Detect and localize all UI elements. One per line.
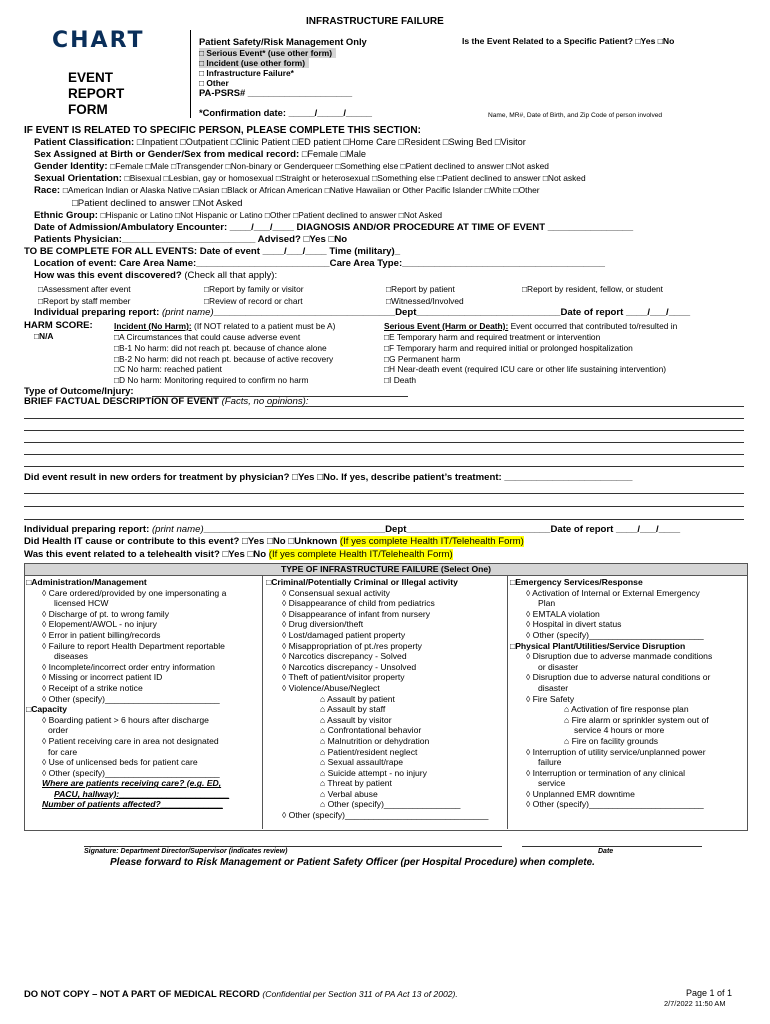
- infra-option[interactable]: ◊ Theft of patient/visitor property: [282, 672, 405, 683]
- infra-option[interactable]: ⌂ Sexual assault/rape: [320, 757, 404, 768]
- infra-option[interactable]: ⌂ Assault by patient: [320, 693, 395, 704]
- infra-option[interactable]: ◊ Violence/Abuse/Neglect: [282, 682, 380, 693]
- preparer-lines: __________________________________Dept___________________________Date of report ____/___/____: [213, 307, 691, 318]
- harm-f[interactable]: □F Temporary harm and required initial or prolonged hospitalization: [384, 342, 633, 353]
- category-serious[interactable]: □ Serious Event* (use other form): [199, 48, 336, 58]
- infra-category-option[interactable]: □Emergency Services/Response: [510, 577, 643, 587]
- related-patient-question[interactable]: Is the Event Related to a Specific Patient? □Yes □No: [462, 36, 675, 46]
- infra-option[interactable]: ⌂ Activation of fire response plan: [564, 704, 689, 715]
- health-it-question: Did Health IT cause or contribute to this event? □Yes □No □Unknown: [24, 536, 338, 547]
- race-options[interactable]: □American Indian or Alaska Native □Asian □Black or African American □Native Hawaiian or Other Pacific Islander □White □Other: [62, 185, 540, 195]
- harm-a[interactable]: □A Circumstances that could cause adverse event: [114, 332, 301, 342]
- confirmation-date-field[interactable]: *Confirmation date: _____/_____/_____: [199, 107, 373, 118]
- infra-option[interactable]: ◊ Other (specify)________________________: [526, 629, 704, 640]
- preparer-row[interactable]: [34, 307, 746, 318]
- do-not-copy: [24, 988, 458, 999]
- harm-na[interactable]: □N/A: [34, 331, 54, 341]
- sex-options[interactable]: □Female □Male: [301, 149, 367, 159]
- preparer2-row[interactable]: [24, 524, 746, 535]
- infra-option[interactable]: ⌂ Fire on facility grounds: [564, 735, 659, 746]
- infra-category-option[interactable]: □Physical Plant/Utilities/Service Disruption: [510, 640, 686, 651]
- outcome-label: Type of Outcome/Injury:: [24, 386, 134, 397]
- form-title-line: REPORT: [68, 86, 125, 101]
- infra-option[interactable]: ◊ Narcotics discrepancy - Solved: [282, 651, 407, 662]
- infra-option[interactable]: ◊ Lost/damaged patient property: [282, 629, 406, 640]
- infra-option[interactable]: ◊ Other (specify)______________________________: [282, 810, 489, 821]
- serious-head: Serious Event (Harm or Death):: [384, 321, 509, 331]
- category-incident[interactable]: □ Incident (use other form): [199, 58, 309, 68]
- disc-family[interactable]: □Report by family or visitor: [204, 284, 304, 294]
- disc-patient[interactable]: □Report by patient: [386, 284, 455, 294]
- orientation-options[interactable]: □Bisexual □Lesbian, gay or homosexual □Straight or heterosexual □Something else □Patient declined to answer □Not asked: [124, 173, 586, 183]
- infra-category-option[interactable]: □Criminal/Potentially Criminal or Illegal activity: [266, 577, 458, 587]
- incident-list: [114, 332, 333, 386]
- ethnic-row: [34, 210, 746, 221]
- discovered-note: (Check all that apply):: [184, 270, 278, 281]
- infra-option[interactable]: ◊ Care ordered/provided by one impersonating a: [42, 587, 227, 598]
- disc-record[interactable]: □Review of record or chart: [204, 296, 303, 306]
- infra-option[interactable]: ◊ Hospital in divert status: [526, 619, 622, 630]
- infra-option[interactable]: ⌂ Patient/resident neglect: [320, 746, 418, 757]
- infra-option[interactable]: ◊ Disappearance of infant from nursery: [282, 608, 431, 619]
- gender-label: Gender Identity:: [34, 161, 108, 172]
- infra-option[interactable]: ◊ Error in patient billing/records: [42, 629, 161, 640]
- description-line[interactable]: [24, 454, 744, 455]
- infra-option[interactable]: ⌂ Confrontational behavior: [320, 725, 422, 736]
- infrastructure-title: TYPE OF INFRASTRUCTURE FAILURE (Select One): [25, 564, 747, 576]
- category-box: [190, 30, 453, 118]
- date-label: Date: [598, 848, 614, 855]
- infra-option[interactable]: ⌂ Other (specify)________________: [320, 799, 461, 810]
- classification-options[interactable]: □Inpatient □Outpatient □Clinic Patient □ED patient □Home Care □Resident □Swing Bed □Visitor: [136, 137, 526, 147]
- harm-i[interactable]: □I Death: [384, 375, 417, 386]
- telehealth-question: Was this event related to a telehealth visit? □Yes □No: [24, 549, 267, 560]
- category-other[interactable]: □ Other: [199, 78, 229, 88]
- preparer2-note: (print name): [151, 524, 204, 535]
- classification-label: Patient Classification:: [34, 137, 135, 148]
- description-line[interactable]: [24, 430, 744, 431]
- gender-row: [34, 161, 746, 172]
- category-title: Patient Safety/Risk Management Only: [199, 36, 367, 47]
- column-divider: [262, 575, 263, 829]
- infra-column-emergency: [510, 577, 746, 810]
- all-events-heading[interactable]: TO BE COMPLETE FOR ALL EVENTS: Date of event ____/___/____ Time (military)_: [24, 246, 401, 257]
- brief-note: (Facts, no opinions):: [221, 396, 309, 407]
- description-line[interactable]: [24, 442, 744, 443]
- infra-option[interactable]: ◊ Other (specify)________________________: [42, 767, 220, 778]
- infra-option[interactable]: ◊ Interruption or termination of any clinical: [526, 767, 686, 778]
- disc-witnessed[interactable]: □Witnessed/Involved: [386, 296, 464, 306]
- serious-list: [384, 332, 666, 386]
- description-line[interactable]: [265, 406, 744, 407]
- preparer2-label: Individual preparing report:: [24, 524, 150, 535]
- infra-option[interactable]: ◊ EMTALA violation: [526, 608, 600, 619]
- forward-instructions: Please forward to Risk Management or Patient Safety Officer (per Hospital Procedure) when complete.: [110, 857, 595, 868]
- do-not-copy-text: DO NOT COPY – NOT A PART OF MEDICAL RECORD: [24, 988, 260, 999]
- infra-option[interactable]: ⌂ Assault by staff: [320, 704, 386, 715]
- infra-option[interactable]: diseases: [54, 651, 88, 662]
- infra-option[interactable]: ◊ Use of unlicensed beds for patient care: [42, 757, 198, 768]
- infra-option[interactable]: ◊ Consensual sexual activity: [282, 587, 390, 598]
- treatment-line[interactable]: [24, 506, 744, 507]
- infra-option[interactable]: ◊ Disruption due to adverse manmade conditions: [526, 651, 713, 662]
- orientation-row: [34, 173, 746, 184]
- page-number: Page 1 of 1: [686, 988, 733, 998]
- infra-option[interactable]: ⌂ Threat by patient: [320, 778, 392, 789]
- harm-score-label: HARM SCORE:: [24, 320, 93, 331]
- incident-note: (If NOT related to a patient must be A): [194, 321, 336, 331]
- infra-option[interactable]: ◊ Failure to report Health Department reportable: [42, 640, 225, 651]
- infra-option[interactable]: ◊ Narcotics discrepancy - Unsolved: [282, 661, 417, 672]
- harm-g[interactable]: □G Permanent harm: [384, 353, 461, 364]
- infra-option[interactable]: PACU, hallway):_______________________: [54, 788, 230, 799]
- form-title-line: EVENT: [68, 70, 114, 85]
- form-title: [68, 70, 124, 118]
- category-infrastructure[interactable]: □ Infrastructure Failure*: [199, 68, 294, 78]
- infra-option[interactable]: ◊ Other (specify)________________________: [42, 693, 220, 704]
- preparer-label: Individual preparing report:: [34, 307, 160, 318]
- print-timestamp: 2/7/2022 11:50 AM: [664, 999, 726, 1008]
- infra-column-admin: [26, 577, 260, 810]
- infra-option[interactable]: service 4 hours or more: [574, 725, 665, 736]
- disc-assessment[interactable]: □Assessment after event: [38, 284, 131, 294]
- preparer-note: (print name): [161, 307, 214, 318]
- infra-option[interactable]: ⌂ Verbal abuse: [320, 788, 378, 799]
- infra-column-criminal: [266, 577, 506, 821]
- telehealth-note: (If yes complete Health IT/Telehealth Form): [268, 549, 453, 560]
- infra-option[interactable]: ◊ Boarding patient > 6 hours after discharge: [42, 714, 209, 725]
- infra-option[interactable]: Plan: [538, 598, 556, 609]
- top-title: INFRASTRUCTURE FAILURE: [306, 16, 444, 27]
- infra-option[interactable]: failure: [538, 757, 562, 768]
- infra-option[interactable]: ⌂ Fire alarm or sprinkler system out of: [564, 714, 709, 725]
- patient-classification-row: [34, 137, 746, 148]
- infra-option[interactable]: ⌂ Suicide attempt - no injury: [320, 767, 427, 778]
- infra-option[interactable]: ◊ Drug diversion/theft: [282, 619, 364, 630]
- harm-e[interactable]: □E Temporary harm and required treatment or intervention: [384, 332, 601, 342]
- race-row: [34, 185, 746, 196]
- infra-option[interactable]: order: [48, 725, 69, 736]
- infra-option[interactable]: ◊ Receipt of a strike notice: [42, 682, 143, 693]
- date-line[interactable]: [522, 846, 702, 847]
- preparer2-lines: __________________________________Dept___________________________Date of report ____/___/____: [203, 524, 681, 535]
- form-title-line: FORM: [68, 102, 108, 117]
- infra-option[interactable]: for care: [48, 746, 78, 757]
- infra-option[interactable]: licensed HCW: [54, 598, 109, 609]
- brief-label: BRIEF FACTUAL DESCRIPTION OF EVENT: [24, 396, 219, 407]
- infra-option[interactable]: ◊ Other (specify)________________________: [526, 799, 704, 810]
- location-row[interactable]: Location of event: Care Area Name:_________________________Care Area Type:______________________________________: [34, 258, 605, 269]
- infra-option[interactable]: ◊ Unplanned EMR downtime: [526, 788, 635, 799]
- infra-option[interactable]: disaster: [538, 682, 569, 693]
- ethnic-options[interactable]: □Hispanic or Latino □Not Hispanic or Latino □Other □Patient declined to answer □Not Asked: [100, 210, 443, 220]
- infra-option[interactable]: ◊ Disruption due to adverse natural conditions or: [526, 672, 711, 683]
- orientation-label: Sexual Orientation:: [34, 173, 122, 184]
- infra-option[interactable]: ◊ Disappearance of child from pediatrics: [282, 598, 435, 609]
- infra-option[interactable]: ◊ Elopement/AWOL - no injury: [42, 619, 157, 630]
- discovered-row: [34, 270, 746, 281]
- signature-label: Signature: Department Director/Supervisor (indicates review): [84, 848, 288, 855]
- incident-heading: [114, 321, 335, 331]
- infra-option[interactable]: ⌂ Assault by visitor: [320, 714, 392, 725]
- infra-option[interactable]: ◊ Interruption of utility service/unplanned power: [526, 746, 706, 757]
- harm-b1[interactable]: □B-1 No harm: did not reach pt. because of chance alone: [114, 342, 327, 353]
- incident-head: Incident (No Harm):: [114, 321, 192, 331]
- infra-option[interactable]: ◊ Incomplete/incorrect order entry information: [42, 661, 215, 672]
- serious-heading: [384, 321, 677, 331]
- description-line[interactable]: [24, 418, 744, 419]
- chart-logo: [50, 28, 162, 56]
- patient-id-note: Name, MR#, Date of Birth, and Zip Code of person involved: [488, 112, 663, 119]
- discovered-label: How was this event discovered?: [34, 270, 182, 281]
- infra-category-option[interactable]: □Administration/Management: [26, 577, 147, 587]
- telehealth-row[interactable]: [24, 549, 746, 560]
- infra-option[interactable]: ◊ Patient receiving care in area not designated: [42, 735, 219, 746]
- confidential-note: (Confidential per Section 311 of PA Act 13 of 2002).: [262, 989, 458, 999]
- race-label: Race:: [34, 185, 61, 196]
- physician-row[interactable]: Patients Physician:_________________________ Advised? □Yes □No: [34, 234, 348, 245]
- disc-resident[interactable]: □Report by resident, fellow, or student: [522, 284, 663, 294]
- treatment-line[interactable]: [24, 493, 744, 494]
- category-list: [199, 48, 336, 88]
- infra-option[interactable]: service: [538, 778, 566, 789]
- treatment-line[interactable]: [24, 519, 744, 520]
- infra-option[interactable]: ◊ Fire Safety: [526, 693, 575, 704]
- sex-label: Sex Assigned at Birth or Gender/Sex from medical record:: [34, 149, 300, 160]
- infra-option[interactable]: Number of patients affected?_____________: [42, 799, 223, 810]
- harm-d[interactable]: □D No harm: Monitoring required to confirm no harm: [114, 375, 309, 386]
- health-it-row[interactable]: [24, 536, 746, 547]
- description-line[interactable]: [24, 466, 744, 467]
- signature-line[interactable]: [84, 846, 502, 847]
- infra-option[interactable]: Where are patients receiving care? (e.g. ED,: [42, 778, 222, 789]
- gender-options[interactable]: □Female □Male □Transgender □Non-binary or Genderqueer □Something else □Patient declined to answer □Not asked: [110, 161, 549, 171]
- column-divider: [507, 575, 508, 829]
- pa-psrs-field[interactable]: PA-PSRS# ____________________: [199, 87, 353, 98]
- infra-option[interactable]: or disaster: [538, 661, 579, 672]
- infra-option[interactable]: ◊ Activation of Internal or External Emergency: [526, 587, 700, 598]
- admission-row[interactable]: Date of Admission/Ambulatory Encounter: ____/___/____ DIAGNOSIS AND/OR PROCEDURE AT TIME OF EVENT ________________: [34, 222, 634, 233]
- sex-row: [34, 149, 746, 160]
- infra-option[interactable]: ◊ Missing or incorrect patient ID: [42, 672, 163, 683]
- harm-c[interactable]: □C No harm: reached patient: [114, 364, 222, 375]
- harm-h[interactable]: □H Near-death event (required ICU care or other life sustaining intervention): [384, 364, 667, 375]
- infra-option[interactable]: ⌂ Malnutrition or dehydration: [320, 735, 430, 746]
- health-it-note: (If yes complete Health IT/Telehealth Form): [339, 536, 524, 547]
- infra-option[interactable]: ◊ Misappropriation of pt./res property: [282, 640, 422, 651]
- infra-option[interactable]: ◊ Discharge of pt. to wrong family: [42, 608, 169, 619]
- harm-b2[interactable]: □B-2 No harm: did not reach pt. because of active recovery: [114, 353, 334, 364]
- new-orders-row[interactable]: Did event result in new orders for treatment by physician? □Yes □No. If yes, describe patient’s treatment: ________________________: [24, 472, 633, 483]
- serious-note: Event occurred that contributed to/resulted in: [510, 321, 678, 331]
- race-options-2[interactable]: □Patient declined to answer □Not Asked: [72, 198, 243, 209]
- ethnic-label: Ethnic Group:: [34, 210, 98, 221]
- logo-text: CHART: [52, 28, 145, 53]
- infra-category-option[interactable]: □Capacity: [26, 704, 68, 715]
- disc-staff[interactable]: □Report by staff member: [38, 296, 131, 306]
- person-section-heading: IF EVENT IS RELATED TO SPECIFIC PERSON, PLEASE COMPLETE THIS SECTION:: [24, 125, 421, 136]
